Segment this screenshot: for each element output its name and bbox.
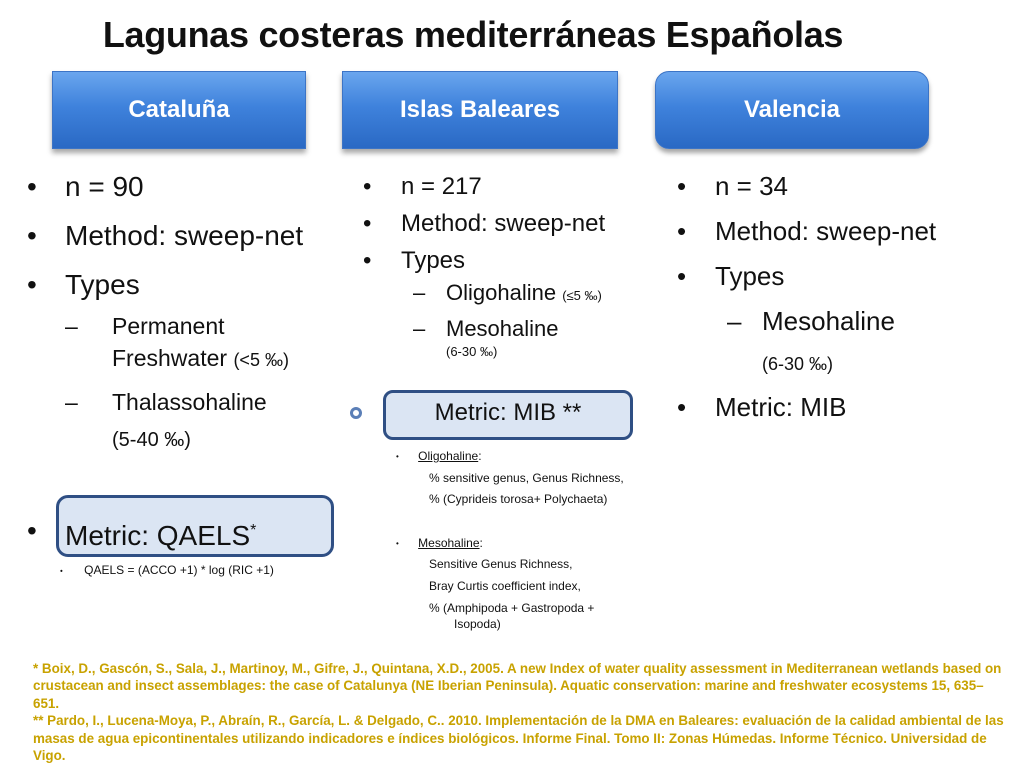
baleares-subtype1: Oligohaline bbox=[446, 280, 557, 305]
valencia-metric-item bbox=[677, 389, 997, 425]
dash-icon: – bbox=[413, 280, 426, 305]
valencia-method: Method: sweep-net bbox=[715, 216, 937, 246]
bullet-icon: • bbox=[396, 452, 399, 462]
meso-item: • Mesohaline: bbox=[396, 535, 483, 550]
bullet-icon: • bbox=[27, 269, 37, 300]
cataluna-formula: QAELS = (ACCO +1) * log (RIC +1) bbox=[84, 563, 274, 577]
dash-icon: – bbox=[65, 389, 78, 415]
cataluna-method: Method: sweep-net bbox=[65, 220, 304, 251]
baleares-metric-details bbox=[396, 446, 696, 631]
baleares-subtype2-range: (6-30 ‰) bbox=[446, 344, 498, 359]
page-title: Lagunas costeras mediterráneas Españolas bbox=[102, 14, 844, 55]
meso-line-3: % (Amphipoda + Gastropoda + bbox=[429, 601, 595, 616]
footnote-1: * Boix, D., Gascón, S., Sala, J., Martinoy, M., Gifre, J., Quintana, X.D., 2005. A new Index of water quality assessment in Mediterranean wetlands based on crustacean and insect assemblages: the case of Catalunya (NE Iberian Peninsula). Aquatic conservation: marine and freshwater ecosystems 15, 635–651. bbox=[33, 661, 1002, 711]
cataluna-metric: Metric: QAELS bbox=[65, 520, 251, 552]
bullet-icon: • bbox=[60, 566, 63, 576]
baleares-method: Method: sweep-net bbox=[401, 210, 606, 237]
cataluna-types: Types bbox=[65, 269, 140, 300]
baleares-subtype-oligohaline bbox=[413, 278, 663, 311]
valencia-n-item bbox=[677, 168, 997, 204]
baleares-types-item bbox=[363, 244, 663, 278]
valencia-subtype1-range: (6-30 ‰) bbox=[762, 354, 834, 374]
baleares-n: n = 217 bbox=[401, 173, 482, 200]
cataluna-method-item bbox=[27, 217, 347, 255]
valencia-n: n = 34 bbox=[715, 171, 789, 201]
header-cataluna: Cataluña bbox=[52, 71, 306, 149]
header-islas-baleares: Islas Baleares bbox=[342, 71, 618, 149]
valencia-metric: Metric: MIB bbox=[715, 392, 847, 422]
bullet-icon: • bbox=[363, 210, 372, 237]
circle-bullet-icon bbox=[350, 407, 362, 419]
valencia-types: Types bbox=[715, 261, 785, 291]
cataluna-n-item bbox=[27, 168, 347, 206]
oligo-line-1: % sensitive genus, Genus Richness, bbox=[429, 470, 624, 485]
meso-line-1: Sensitive Genus Richness, bbox=[429, 557, 573, 572]
valencia-types-item bbox=[677, 258, 997, 294]
footnotes bbox=[33, 660, 1008, 764]
meso-label: Mesohaline bbox=[418, 535, 480, 550]
cataluna-subtype-freshwater bbox=[65, 310, 347, 376]
cataluna-column bbox=[27, 168, 347, 454]
baleares-subtype1-range: (≤5 ‰) bbox=[562, 288, 602, 303]
cataluna-n: n = 90 bbox=[65, 171, 144, 202]
bullet-icon: • bbox=[677, 171, 687, 201]
cataluna-subtype-thalassohaline bbox=[65, 386, 347, 418]
baleares-column bbox=[363, 170, 663, 360]
bullet-icon: • bbox=[363, 173, 372, 200]
cataluna-subtype1-range: (<5 ‰) bbox=[233, 350, 289, 370]
baleares-types: Types bbox=[401, 247, 466, 274]
baleares-subtype2: Mesohaline bbox=[446, 316, 559, 341]
bullet-icon: • bbox=[677, 216, 687, 246]
oligo-item: • Oligohaline: bbox=[396, 449, 482, 463]
valencia-column bbox=[677, 168, 997, 425]
footnote-2: ** Pardo, I., Lucena-Moya, P., Abraín, R., García, L. & Delgado, C.. 2010. Implementación de la DMA en Baleares: evaluación de la calidad ambiental de las masas de agua epicontinentales utilizando indicadores e índices biológicos. Informe Final. Tomo II: Zonas Húmedas. Informe Técnico. Universidad de Vigo. bbox=[33, 713, 1004, 764]
meso-line-2: Bray Curtis coefficient index, bbox=[429, 578, 581, 593]
baleares-n-item bbox=[363, 170, 663, 204]
bullet-icon: • bbox=[677, 261, 687, 291]
cataluna-subtype1-line1: Permanent bbox=[112, 313, 225, 339]
bullet-icon: • bbox=[27, 515, 37, 546]
meso-line-4: Isopoda) bbox=[454, 617, 501, 632]
dash-icon: – bbox=[727, 306, 742, 336]
bullet-icon: • bbox=[27, 220, 37, 251]
cataluna-subtype1-line2: Freshwater bbox=[112, 345, 228, 371]
bullet-icon: • bbox=[27, 171, 37, 202]
baleares-subtype-mesohaline bbox=[413, 314, 663, 344]
cataluna-formula-item bbox=[60, 563, 274, 577]
bullet-icon: • bbox=[677, 392, 687, 422]
oligo-label: Oligohaline bbox=[418, 449, 479, 463]
dash-icon: – bbox=[65, 313, 78, 339]
header-valencia: Valencia bbox=[655, 71, 929, 149]
dash-icon: – bbox=[413, 316, 426, 341]
cataluna-types-item bbox=[27, 266, 347, 304]
valencia-subtype1: Mesohaline bbox=[762, 306, 895, 336]
oligo-line-2: % (Cyprideis torosa+ Polychaeta) bbox=[429, 492, 608, 507]
bullet-icon: • bbox=[363, 247, 372, 274]
cataluna-subtype2-range: (5-40 ‰) bbox=[112, 429, 191, 451]
baleares-metric: Metric: MIB ** bbox=[434, 399, 582, 426]
cataluna-metric-sup: * bbox=[250, 522, 257, 539]
baleares-method-item bbox=[363, 207, 663, 241]
bullet-icon: • bbox=[396, 538, 399, 548]
cataluna-metric-item bbox=[27, 512, 256, 555]
cataluna-subtype2: Thalassohaline bbox=[112, 389, 267, 415]
valencia-subtype-mesohaline bbox=[727, 303, 997, 339]
valencia-method-item bbox=[677, 213, 997, 249]
